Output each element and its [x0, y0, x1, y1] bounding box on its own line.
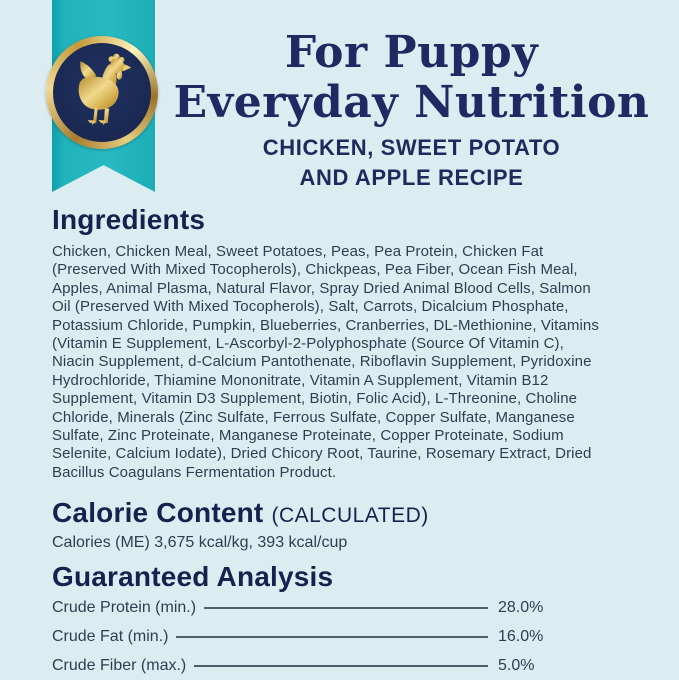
analysis-row	[52, 593, 548, 622]
ingredients-line: Chicken, Chicken Meal, Sweet Potatoes, Peas, Pea Protein, Chicken Fat	[52, 243, 544, 260]
calorie-content-heading-text: Calorie Content	[52, 497, 264, 529]
ingredients-line: Oil (Preserved With Mixed Tocopherols), Salt, Carrots, Dicalcium Phosphate,	[52, 298, 569, 316]
analysis-row	[52, 651, 548, 680]
ingredients-line: Apples, Animal Plasma, Natural Flavor, Spray Dried Animal Blood Cells, Salmon	[52, 279, 591, 297]
analysis-label: Crude Protein (min.)	[52, 598, 197, 616]
calorie-value: Calories (ME) 3,675 kcal/kg, 393 kcal/cup	[52, 534, 348, 552]
ingredients-line: Potassium Chloride, Pumpkin, Blueberries, Cranberries, DL-Methionine, Vitamins	[52, 316, 599, 334]
ingredients-line: Niacin Supplement, d-Calcium Pantothenate, Riboflavin Supplement, Pyridoxine	[52, 353, 592, 371]
ingredients-line: Bacillus Coagulans Fermentation Product.	[52, 463, 337, 481]
subtitle-line-2: AND APPLE RECIPE	[299, 165, 524, 190]
label-content	[52, 202, 648, 680]
ingredients-line: Chloride, Minerals (Zinc Sulfate, Ferrous Sulfate, Copper Sulfate, Manganese	[52, 408, 575, 426]
analysis-row	[52, 622, 548, 651]
ingredients-line: (Preserved With Mixed Tocopherols), Chickpeas, Pea Fiber, Ocean Fish Meal,	[52, 261, 578, 279]
guaranteed-analysis-table	[52, 593, 548, 680]
ingredients-text	[52, 243, 648, 482]
chicken-badge	[46, 36, 158, 149]
guaranteed-analysis-heading: Guaranteed Analysis	[52, 561, 334, 593]
title-line-2: Everyday Nutrition	[173, 77, 650, 128]
ingredients-line: Sulfate, Zinc Proteinate, Manganese Proteinate, Copper Proteinate, Sodium	[52, 427, 564, 445]
analysis-value: 28.0%	[498, 598, 544, 616]
page-title	[150, 28, 673, 128]
header	[150, 28, 673, 193]
leader-line	[176, 636, 488, 638]
analysis-value: 5.0%	[498, 656, 535, 674]
analysis-label: Crude Fiber (max.)	[52, 656, 187, 674]
leader-line	[204, 607, 488, 609]
analysis-label: Crude Fat (min.)	[52, 627, 169, 645]
ingredients-line: Hydrochloride, Thiamine Mononitrate, Vitamin A Supplement, Vitamin B12	[52, 371, 549, 389]
ingredients-heading: Ingredients	[52, 204, 206, 235]
analysis-value: 16.0%	[498, 627, 544, 645]
calorie-content-heading	[52, 495, 648, 534]
ingredients-line: Selenite, Calcium Iodate), Dried Chicory Root, Taurine, Rosemary Extract, Dried	[52, 445, 592, 463]
subtitle-line-1: CHICKEN, SWEET POTATO	[262, 135, 561, 160]
leader-line	[194, 665, 488, 667]
ingredients-line: Supplement, Vitamin D3 Supplement, Biotin, Folic Acid), L-Threonine, Choline	[52, 390, 578, 408]
recipe-subtitle	[150, 133, 673, 193]
ingredients-line: (Vitamin E Supplement, L-Ascorbyl-2-Polyphosphate (Source Of Vitamin C),	[52, 335, 564, 353]
calorie-content-heading-suffix: (CALCULATED)	[271, 504, 429, 528]
title-line-1: For Puppy	[284, 27, 539, 78]
chicken-icon	[66, 51, 138, 134]
